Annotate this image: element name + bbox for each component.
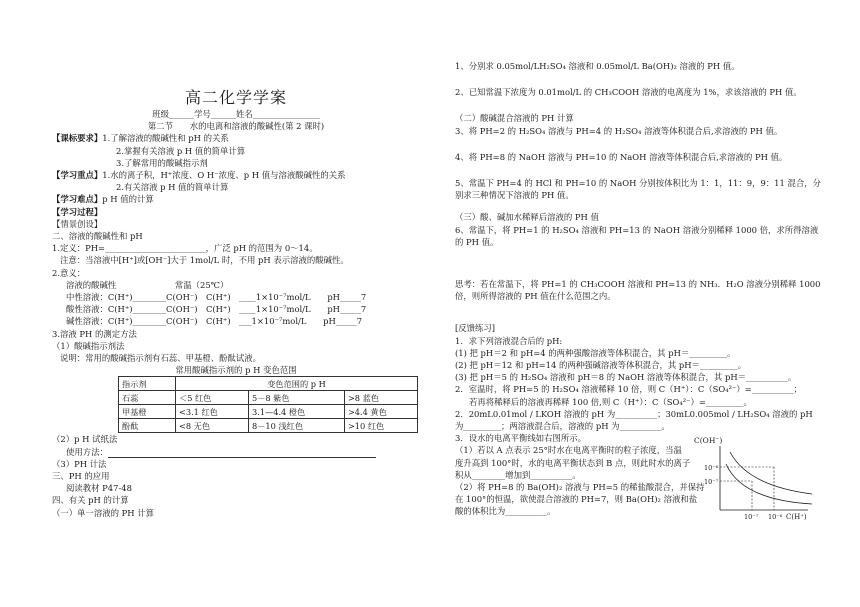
feedback-line: 若再将稀释后的溶液再稀释 100 倍,则 C（H⁺）：C（SO₄²⁻）=_________。 (469, 396, 752, 407)
requirements-label: 【课标要求】 (52, 133, 103, 144)
text-line: 注意：当溶液中[H⁺]或[OH⁻]大于 1mol/L 时，不用 pH 表示溶液的酸碱性。 (60, 255, 349, 266)
scene-label: 【情景创设】 (52, 218, 103, 229)
graph-y-label: C(OH⁻) (694, 436, 723, 445)
question-6-cont: 的 PH 值。 (455, 236, 499, 247)
subsection-heading: （三）酸、碱加水稀释后溶液的 PH 值 (455, 212, 599, 223)
text-line: （一）单一溶液的 PH 计算 (52, 507, 155, 518)
text-line: 说明：常用的酸碱指示剂有石蕊、甲基橙、酚酞试液。 (60, 353, 261, 364)
question-6: 6、常温下，将 PH=1 的 H₂SO₄ 溶液和 PH=13 的 NaOH 溶液分别稀释 1000 倍，求所得溶液 (455, 224, 819, 235)
feedback-line: 3．设水的电离平衡线如右图所示。 (455, 433, 586, 444)
text-line: 碱性溶液：C(H⁺)________C(OH⁻) C(H⁺) ___1×10⁻⁷mol/L pH_____7 (66, 316, 363, 327)
table-cell: <3.1 红色 (176, 405, 249, 419)
feedback-line: 度升高到 100°时，水的电离平衡状态到 B 点，则此时水的离子 (455, 457, 691, 468)
feedback-line: (1) 把 pH＝2 和 pH=4 的两种强酸溶液等体积混合，其 pH＝_________。 (455, 347, 736, 358)
subsection-heading: （二）酸碱混合溶液的 PH 计算 (455, 113, 574, 124)
feedback-line: 1．求下列溶液混合后的 pH: (455, 335, 563, 346)
process-label: 【学习过程】 (52, 206, 103, 217)
table-cell: 石蕊 (119, 391, 176, 405)
blank-rule (108, 457, 376, 458)
question-5-cont: 别求三种情况下溶液的 PH 值。 (455, 190, 574, 201)
text-line: 酸性溶液：C(H⁺)________C(OH⁻) C(H⁺) ____1×10⁻⁷mol/L pH_____7 (66, 304, 367, 315)
text-line: 1.定义：PH=________________________，广泛 pH 的范围为 0～14。 (52, 243, 318, 254)
question-1: 1、分别求 0.05mol/LH₂SO₄ 溶液和 0.05mol/L Ba(OH)₂ 溶液的 PH 值。 (455, 61, 740, 71)
graph-x-label: C(H⁺) (786, 513, 807, 521)
table-cell: ＜5 红色 (176, 391, 249, 405)
requirement-item: 3.了解常用的酸碱指示剂 (116, 157, 208, 168)
feedback-line: （2）将 PH=8 的 Ba(OH)₂ 溶液与 PH=5 的稀盐酸混合，并保持 (455, 482, 705, 493)
question-3: 3、将 PH=2 的 H₂SO₄ 溶液与 PH=4 的 H₂SO₄ 溶液等体积混合后,求溶液的 PH 值。 (455, 125, 783, 136)
key-point-item: 1.水的离子积，H⁺浓度、O H⁻浓度、p H 值与溶液酸碱性的关系 (102, 170, 346, 181)
difficulty-text: p H 值的计算 (102, 194, 154, 205)
text-line: 四、有关 pH 的计算 (52, 495, 129, 506)
table-cell: >10 红色 (344, 419, 417, 433)
feedback-label: [反馈练习] (455, 323, 496, 334)
table-cell: <8 无色 (176, 419, 249, 433)
text-line: （3）PH 计法 (52, 458, 107, 469)
text-line: 二、溶液的酸碱性和 pH (52, 231, 143, 242)
text-line: （2）p H 试纸法 (52, 434, 118, 445)
table-row (119, 405, 418, 419)
text-line: 3.溶液 PH 的测定方法 (52, 328, 137, 339)
x-tick-label: 10⁻⁶ (768, 513, 783, 521)
text-line: （1）酸碱指示剂法 (52, 340, 125, 351)
feedback-line: 酸的体积比为__________。 (455, 506, 556, 517)
think-question: 思考：若在常温下，将 PH=1 的 CH₃COOH 溶液和 PH=13 的 NH₃．H₂O 溶液分别稀释 1000 (455, 279, 821, 290)
key-point-item: 2.有关溶液 p H 值的简单计算 (116, 182, 229, 193)
student-info-line: 班级______学号______姓名________________ (152, 109, 320, 119)
feedback-line: 在 100°的恒温，欲使混合溶液的 PH=7，则 Ba(OH)₂ 溶液和盐 (455, 494, 698, 505)
text-line: 中性溶液：C(H⁺)________C(OH⁻) C(H⁺) ____1×10⁻⁷mol/L pH_____7 (66, 292, 367, 303)
table-cell: 8－10 浅红色 (249, 419, 345, 433)
feedback-line: 2．室温时，将 PH=5 的 H₂SO₄ 溶液稀释 10 倍，则 C（H⁺）：C（SO₄²⁻）=__________； (455, 384, 803, 395)
table-cell: 3.1—4.4 橙色 (249, 405, 345, 419)
table-cell: >8 蓝色 (344, 391, 417, 405)
feedback-line: (3) 把 pH＝5 的 H₂SO₄ 溶液和 pH＝8 的 NaOH 溶液等体积混合，其 pH＝__________。 (455, 372, 797, 383)
key-points-label: 【学习重点】 (52, 170, 103, 181)
indicator-table (118, 376, 418, 433)
question-5: 5、常温下 PH=4 的 HCl 和 PH=10 的 NaOH 分别按体积比为 1：1，11：9，9：11 混合，分 (455, 178, 821, 189)
text-line: 2.意义： (52, 267, 86, 278)
table-caption: 常用酸碱指示剂的 p H 变色范围 (175, 365, 297, 376)
table-header-cell: 变色范围的 p H (176, 377, 418, 391)
y-tick-label: 10⁻⁷ (704, 478, 719, 486)
table-row (119, 419, 418, 433)
table-cell: 甲基橙 (119, 405, 176, 419)
question-4: 4、将 PH=8 的 NaOH 溶液与 PH=10 的 NaOH 溶液等体积混合后,求溶液的 PH 值。 (455, 151, 788, 162)
text-line: 三、PH 的应用 (52, 471, 110, 482)
think-question-cont: 倍，则所得溶液的 PH 值在什么范围之内。 (455, 291, 616, 302)
question-2: 2、已知常温下浓度为 0.01mol/L 的 CH₃COOH 溶液的电离度为 1%，求该溶液的 PH 值。 (455, 87, 802, 98)
feedback-line: 为_________；两溶液混合后，溶液的 pH 为__________。 (455, 421, 670, 432)
table-cell: 5－8 紫色 (249, 391, 345, 405)
equilibrium-curve-b (730, 452, 812, 494)
table-cell: >4.4 黄色 (344, 405, 417, 419)
table-row (119, 391, 418, 405)
table-cell: 酚酞 (119, 419, 176, 433)
text-line: 阅读教材 P47-48 (66, 483, 132, 494)
feedback-line: 2．20mL0.01mol / LKOH 溶液的 pH 为__________；30mL0.005mol / LH₂SO₄ 溶液的 pH (455, 408, 813, 419)
table-header-cell: 指示剂 (119, 377, 176, 391)
table-header-row (119, 377, 418, 391)
y-tick-label: 10⁻⁶ (704, 464, 719, 472)
x-tick-label: 10⁻⁷ (744, 513, 759, 521)
text-line: 使用方法： (66, 446, 108, 457)
left-column (52, 0, 420, 519)
feedback-line: (2) 把 pH＝12 和 pH=14 的两种强碱溶液等体积混合，其 pH＝_________。 (455, 360, 746, 371)
requirement-item: 1.了解溶液的酸碱性和 pH 的关系 (102, 133, 229, 144)
feedback-line: （1）若以 A 点表示 25°时水在电离平衡时的粒子浓度，当温 (455, 445, 682, 456)
water-equilibrium-graph (690, 434, 840, 524)
difficulty-label: 【学习难点】 (52, 194, 103, 205)
requirement-item: 2.掌握有关溶液 p H 值的简单计算 (116, 145, 246, 156)
section-heading: 第二节 水的电离和溶液的酸碱性(第 2 课时) (147, 121, 325, 132)
text-line: 溶液的酸碱性 常温（25℃） (66, 279, 229, 290)
feedback-line: 积从________增加到__________。 (455, 469, 581, 480)
page-title: 高二化学学案 (184, 88, 287, 107)
